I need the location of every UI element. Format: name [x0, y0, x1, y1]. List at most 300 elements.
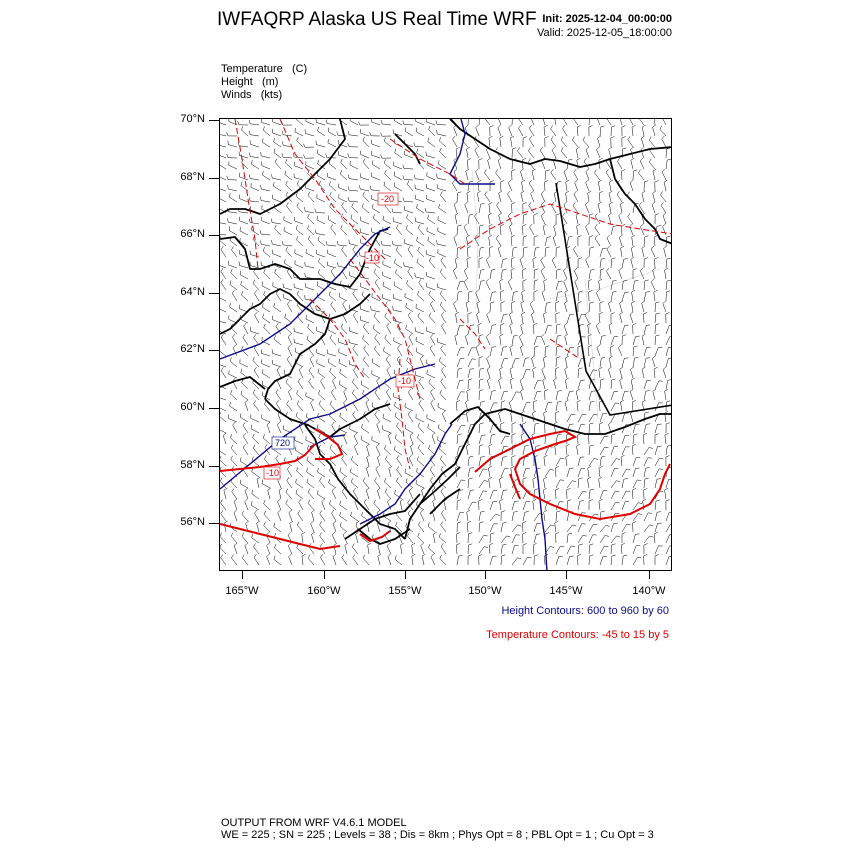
wind-barb: [665, 488, 668, 499]
wind-barb: [418, 313, 424, 323]
wind-barb: [271, 219, 281, 224]
wind-barb: [644, 536, 654, 543]
wind-barb: [288, 345, 292, 356]
wind-barb: [488, 213, 491, 224]
wind-barb: [400, 543, 403, 554]
wind-barb: [329, 291, 336, 301]
wind-barb: [655, 302, 659, 312]
wind-barb: [437, 338, 446, 345]
wind-barb: [363, 478, 369, 488]
wind-barb: [552, 257, 556, 268]
wind-barb: [253, 280, 259, 290]
wind-barb: [274, 303, 281, 312]
wind-barb: [628, 213, 633, 224]
lat-tick: [209, 523, 219, 524]
wind-barb: [367, 444, 370, 455]
wind-barb: [543, 488, 546, 499]
wind-barb: [556, 458, 564, 466]
wind-barb: [354, 444, 358, 455]
wind-barb: [632, 301, 636, 312]
wind-barb: [457, 192, 461, 202]
wind-barb: [288, 543, 292, 554]
wind-barb: [272, 349, 281, 356]
wind-barb: [665, 268, 669, 279]
wind-barb: [297, 291, 303, 301]
wind-barb: [370, 186, 380, 191]
wind-barb: [372, 160, 380, 169]
wind-barb: [632, 235, 635, 246]
wind-barb: [554, 378, 557, 389]
wind-barb: [479, 390, 483, 400]
wind-barb: [468, 533, 472, 543]
wind-barb: [388, 433, 391, 444]
wind-barb: [442, 411, 446, 422]
wind-barb: [439, 533, 446, 543]
wind-barb: [479, 445, 483, 455]
wind-barb: [287, 466, 292, 477]
wind-barb: [349, 262, 358, 269]
wind-barb: [534, 534, 540, 543]
wind-barb: [366, 466, 369, 477]
wind-barb: [285, 171, 292, 180]
wind-barb: [438, 403, 446, 411]
wind-barb: [412, 554, 416, 565]
wind-barb: [282, 241, 292, 246]
wind-barb: [454, 235, 457, 246]
wind-barb: [523, 370, 530, 379]
wind-barb: [642, 334, 645, 345]
wind-barb: [273, 195, 281, 202]
wind-barb: [501, 457, 507, 466]
wind-barb: [589, 423, 594, 433]
wind-barb: [383, 414, 391, 422]
wind-barb: [440, 269, 446, 279]
wind-barb: [296, 192, 303, 202]
map-panel: [219, 118, 672, 571]
wind-barb: [429, 291, 435, 301]
wind-barb: [426, 327, 435, 334]
wind-barb: [520, 169, 523, 180]
wind-barb: [220, 184, 226, 191]
contour-label-m20: -20: [381, 194, 395, 204]
wind-barb: [440, 302, 446, 312]
wind-barb: [220, 533, 226, 543]
wind-barb: [512, 456, 516, 467]
wind-barb: [589, 433, 593, 444]
footer-config: WE = 225 ; SN = 225 ; Levels = 38 ; Dis = 8km ; Phys Opt = 8 ; PBL Opt = 1 ; Cu Opt = 3: [221, 829, 654, 841]
wind-barb: [429, 126, 435, 136]
wind-barb: [589, 535, 597, 543]
wind-barb: [475, 147, 479, 158]
wind-barb: [544, 455, 548, 466]
wind-barb: [263, 314, 270, 323]
wind-barb: [312, 532, 315, 543]
wind-barb: [220, 194, 226, 202]
wind-barb: [371, 151, 380, 158]
wind-barb: [611, 403, 619, 411]
wind-barb: [286, 247, 292, 257]
wind-barb: [573, 246, 578, 257]
wind-barb: [578, 501, 584, 510]
wind-barb: [385, 335, 391, 345]
wind-barb: [523, 557, 531, 565]
wind-barb: [577, 224, 581, 235]
wind-barb: [331, 224, 336, 235]
wind-barb: [383, 250, 391, 258]
wind-barb: [565, 400, 568, 411]
wind-barb: [649, 159, 655, 169]
wind-barb: [564, 279, 567, 290]
wind-barb: [533, 499, 536, 510]
wind-barb: [274, 523, 281, 532]
wind-barb: [455, 257, 458, 268]
wind-barb: [655, 434, 659, 444]
wind-barb: [464, 224, 468, 235]
wind-barb: [334, 543, 337, 554]
contour-label-m10-c: -10: [266, 468, 280, 478]
wind-barb: [295, 436, 303, 444]
wind-barb: [510, 378, 513, 389]
wind-barb: [631, 367, 634, 378]
wind-barb: [589, 214, 593, 224]
wind-barb: [520, 378, 523, 389]
wind-barb: [353, 367, 358, 378]
wind-barb: [476, 345, 479, 356]
wind-barb: [666, 445, 671, 455]
wind-barb: [544, 279, 548, 290]
wind-barb: [267, 422, 270, 433]
wind-barb: [318, 237, 325, 247]
wind-barb: [437, 184, 446, 191]
wind-barb: [501, 314, 508, 323]
wind-barb: [521, 191, 524, 202]
wind-barb: [498, 246, 501, 257]
wind-barb: [619, 213, 622, 224]
wind-barb: [407, 181, 413, 191]
wind-barb: [622, 391, 629, 400]
wind-barb: [241, 182, 248, 191]
wind-barb: [384, 137, 391, 147]
wind-barb: [455, 334, 458, 345]
wind-barb: [263, 434, 270, 444]
wind-barb: [241, 369, 248, 378]
wind-barb: [662, 169, 666, 180]
field-winds-unit: (kts): [260, 89, 283, 101]
wind-barb: [621, 455, 625, 466]
wind-barb: [317, 172, 325, 181]
wind-barb: [221, 510, 226, 521]
wind-barb: [652, 356, 655, 367]
wind-barb: [599, 499, 603, 510]
wind-barb: [436, 121, 446, 126]
wind-barb: [327, 261, 336, 268]
wind-barb: [297, 137, 303, 147]
wind-barb: [466, 411, 469, 422]
wind-barb: [589, 370, 597, 378]
wind-barb: [305, 283, 314, 290]
wind-barb: [665, 411, 668, 422]
wind-barb: [221, 268, 226, 279]
wind-barb: [428, 237, 435, 246]
wind-barb: [340, 170, 347, 180]
wind-barb: [374, 346, 380, 356]
wind-barb: [663, 301, 666, 312]
wind-barb: [622, 259, 628, 269]
wind-barb: [655, 469, 663, 477]
wind-barb: [340, 369, 347, 378]
wind-barb: [600, 536, 609, 544]
wind-barb: [287, 356, 292, 367]
wind-barb: [542, 119, 545, 125]
wind-barb: [273, 250, 281, 257]
lat-tick: [209, 120, 219, 121]
wind-barb: [220, 317, 226, 323]
wind-barb: [242, 511, 248, 521]
wind-barb: [498, 119, 501, 125]
wind-barb: [404, 206, 413, 213]
wind-barb: [609, 323, 612, 334]
wind-barb: [663, 367, 666, 378]
wind-barb: [653, 268, 656, 279]
wind-barb: [457, 359, 464, 367]
wind-barb: [333, 521, 336, 532]
height-contours-legend: Height Contours: 600 to 960 by 60: [501, 605, 669, 617]
wind-barb: [523, 521, 527, 532]
wind-barb: [442, 323, 447, 334]
wind-barb: [499, 378, 502, 389]
wind-barb: [619, 119, 622, 125]
wind-barb: [305, 262, 314, 268]
wind-barb: [315, 209, 325, 213]
wind-barb: [468, 291, 473, 301]
wind-barb: [240, 457, 248, 466]
wind-barb: [407, 214, 414, 224]
wind-barb: [309, 367, 314, 378]
lat-tick: [209, 235, 219, 236]
wind-barb: [322, 499, 325, 510]
wind-barb: [245, 400, 248, 411]
wind-barb: [438, 249, 446, 257]
wind-barb: [345, 543, 348, 554]
wind-barb: [533, 323, 537, 334]
wind-barb: [465, 202, 468, 213]
wind-barb: [249, 219, 259, 225]
wind-barb: [611, 126, 615, 136]
wind-barb: [622, 524, 631, 532]
wind-barb: [418, 445, 424, 455]
lon-label-155w: 155°W: [388, 585, 422, 597]
wind-barb: [233, 422, 237, 433]
wind-barb: [303, 144, 314, 148]
lat-label-58n: 58°N: [180, 459, 205, 471]
wind-barb: [565, 356, 569, 367]
wind-barb: [297, 390, 304, 400]
wind-barb: [522, 180, 526, 191]
wind-barb: [417, 204, 425, 213]
wind-barb: [437, 283, 446, 290]
wind-barb: [304, 155, 315, 159]
wind-barb: [479, 247, 484, 257]
wind-barb: [298, 510, 303, 521]
wind-barb: [554, 224, 557, 235]
wind-barb: [521, 389, 524, 400]
wind-barb: [534, 392, 541, 401]
wind-barb: [457, 368, 462, 378]
wind-barb: [501, 180, 505, 191]
wind-barb: [489, 235, 492, 246]
wind-barb: [529, 136, 534, 147]
wind-barb: [589, 555, 593, 565]
wind-barb: [308, 500, 314, 510]
wind-barb: [530, 119, 534, 125]
wind-barb: [534, 291, 538, 302]
wind-barb: [273, 119, 281, 125]
wind-barb: [649, 137, 655, 147]
wind-barb: [286, 203, 292, 214]
wind-barb: [370, 132, 380, 136]
wind-barb: [331, 301, 336, 312]
wind-barb: [534, 381, 542, 389]
wind-barb: [574, 268, 578, 279]
wind-barb: [644, 258, 648, 268]
wind-barb: [383, 282, 391, 290]
wind-barb: [344, 389, 347, 400]
lon-label-160w: 160°W: [307, 585, 341, 597]
wind-barb: [457, 425, 465, 433]
wind-barb: [611, 523, 618, 532]
wind-barb: [262, 480, 270, 488]
wind-barb: [326, 120, 336, 125]
wind-barb: [501, 391, 508, 400]
wind-barb: [534, 280, 538, 290]
wind-barb: [261, 349, 270, 356]
wind-barb: [318, 269, 325, 279]
wind-barb: [273, 360, 282, 367]
wind-barb: [588, 345, 592, 356]
wind-barb: [328, 139, 336, 147]
wind-barb: [567, 468, 574, 477]
wind-barb: [231, 456, 237, 466]
wind-barb: [622, 555, 627, 565]
wind-barb: [617, 191, 622, 202]
wind-barb: [555, 444, 559, 455]
wind-barb: [511, 257, 515, 268]
wind-barb: [545, 180, 549, 191]
wind-barb: [497, 202, 501, 213]
wind-barb: [545, 346, 549, 356]
wind-barb: [468, 214, 473, 224]
wind-barb: [621, 400, 624, 411]
wind-barb: [622, 502, 629, 511]
wind-barb: [387, 367, 391, 378]
wind-barb: [350, 119, 358, 125]
wind-barb: [644, 391, 650, 401]
wind-barb: [392, 241, 402, 246]
wind-barb: [577, 554, 581, 565]
wind-barb: [666, 159, 671, 169]
wind-barb: [521, 323, 524, 334]
wind-barb: [500, 499, 504, 510]
wind-barb: [556, 214, 560, 224]
wind-barb: [339, 348, 347, 356]
wind-barb: [665, 433, 669, 444]
wind-barb: [631, 378, 634, 389]
wind-barb: [341, 159, 347, 169]
wind-barb: [340, 501, 347, 510]
wind-barb: [230, 281, 237, 290]
lat-tick: [209, 350, 219, 351]
wind-barb: [633, 546, 640, 554]
wind-barb: [523, 358, 529, 367]
lon-label-145w: 145°W: [549, 585, 583, 597]
wind-barb: [589, 290, 593, 301]
wind-barb: [348, 154, 358, 158]
wind-barb: [556, 346, 560, 356]
wind-barb: [651, 246, 655, 257]
wind-barb: [339, 380, 347, 389]
wind-barb: [220, 403, 226, 411]
lat-tick: [209, 408, 219, 409]
wind-barb: [498, 158, 501, 169]
wind-barb: [576, 213, 579, 224]
wind-barb: [574, 169, 578, 180]
wind-barb: [264, 522, 270, 532]
wind-barb: [440, 555, 446, 565]
wind-barb: [231, 555, 237, 566]
wind-barb: [394, 282, 402, 291]
wind-barb: [438, 160, 446, 169]
wind-barb: [429, 258, 435, 268]
wind-barb: [621, 543, 625, 554]
wind-barb: [337, 132, 347, 136]
wind-barb: [544, 411, 548, 422]
wind-barb: [415, 217, 424, 224]
wind-barb: [384, 478, 391, 488]
wind-barb: [620, 202, 623, 213]
wind-barb: [360, 305, 369, 312]
wind-barb: [427, 172, 435, 180]
wind-barb: [556, 532, 560, 543]
wind-barb: [609, 191, 612, 202]
wind-barb: [477, 312, 480, 323]
wind-barb: [275, 269, 281, 279]
wind-barb: [381, 155, 392, 159]
wind-barb: [485, 191, 490, 202]
wind-barb: [511, 136, 515, 147]
wind-barb: [317, 150, 325, 158]
wind-barb: [644, 412, 649, 422]
wind-barb: [666, 556, 672, 565]
wind-barb: [479, 357, 483, 367]
wind-barb: [245, 488, 248, 499]
wind-barb: [232, 488, 237, 499]
wind-barb: [432, 433, 435, 444]
wind-barb: [486, 279, 490, 290]
wind-barb: [241, 126, 248, 136]
lat-label-70n: 70°N: [180, 113, 205, 125]
wind-barb: [574, 191, 578, 202]
wind-barb: [441, 257, 446, 268]
wind-barb: [319, 401, 325, 411]
wind-barb: [522, 290, 526, 301]
lat-label-66n: 66°N: [180, 228, 205, 240]
wind-barb: [543, 356, 546, 367]
wind-barb: [418, 533, 424, 543]
wind-barb: [404, 262, 413, 268]
wind-barb: [597, 147, 601, 158]
field-winds-name: Winds: [221, 89, 252, 101]
wind-barb: [555, 367, 559, 378]
